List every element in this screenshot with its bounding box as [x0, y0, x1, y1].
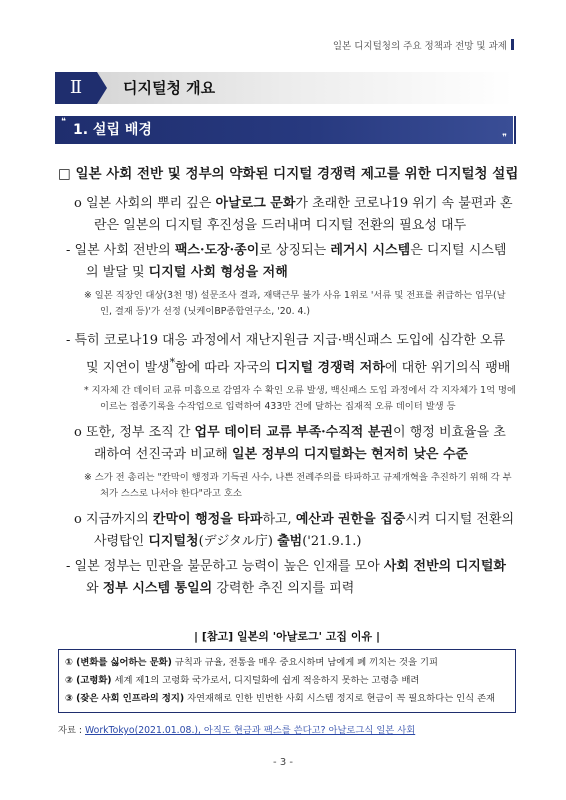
- main-body: [58, 163, 519, 600]
- note-1: ※ 일본 직장인 대상(3천 명) 설문조사 결과, 재택근무 불가 사유 1위로 '서류 및 전표를 취급하는 업무(날인, 결재 등)'가 선정 (닛케이BP종합연구소, '20. 4.): [84, 290, 506, 317]
- text: (デジタル庁): [198, 534, 278, 550]
- header-bar: [511, 39, 514, 50]
- bold-text: 아날로그 문화: [215, 196, 296, 211]
- text: 강력한 추진 의지를 피력: [212, 581, 355, 597]
- reference-list: [58, 649, 516, 713]
- chapter-title: 디지털청 개요: [123, 79, 216, 97]
- section-title: 1. 설립 배경: [73, 122, 152, 138]
- text: ('21.9.1.): [302, 534, 362, 550]
- page-number: - 3 -: [273, 757, 293, 768]
- bullet-3: [58, 509, 516, 553]
- bold-text: 칸막이 행정을 타파: [152, 512, 263, 528]
- bold-text: 디지털 사회 형성을 저해: [148, 265, 288, 280]
- note-2: * 지자체 간 데이터 교류 미흡으로 감염자 수 확인 오류 발생, 백신패스 도입 과정에서 각 지자체가 1억 명에 이르는 접종기록을 수작업으로 입력하여 433만 건에 달하는 집재적 오류 데이터 발생 등: [84, 385, 516, 413]
- chapter-chevron-icon: [97, 72, 107, 104]
- bullet-1b: [58, 330, 516, 379]
- reference-text: 자연재해로 인한 빈번한 사회 시스템 정지로 현금이 꼭 필요하다는 인식 존재: [184, 693, 496, 704]
- source-prefix: 자료 :: [58, 725, 86, 736]
- main-heading: □ 일본 사회 전반 및 정부의 약화된 디지털 경쟁력 제고를 위한 디지털청 설립: [58, 166, 519, 182]
- note-3: ※ 스가 전 총리는 "칸막이 행정과 기득권 사수, 나쁜 전례주의를 타파하고 규제개혁을 추진하기 위해 각 부처가 스스로 나서야 한다"라고 호소: [84, 472, 512, 500]
- quote-close-icon: ❞: [502, 133, 507, 143]
- reference-box: [58, 628, 516, 713]
- bold-text: 예산과 권한을 집중: [295, 512, 406, 528]
- reference-item: [65, 654, 509, 672]
- bold-text: 디지털청: [148, 534, 199, 550]
- quote-open-icon: ❝: [61, 117, 66, 127]
- bold-text: 일본 정부의 디지털화는 현저히 낮은 수준: [231, 447, 469, 463]
- bullet-2: [58, 422, 516, 466]
- section-header: [55, 116, 513, 144]
- bullet-1a: [58, 240, 516, 284]
- bold-text: 디지털 경쟁력 저하: [275, 360, 385, 376]
- reference-item: [65, 690, 509, 708]
- footnote-mark: *: [169, 356, 176, 369]
- chapter-header: [55, 72, 513, 104]
- text: 일본 정부는 민관을 불문하고 능력이 높은 인재를 모아: [74, 559, 384, 575]
- text: 이 행정 비효율을 초래하여 선진국과 비교해: [94, 425, 506, 463]
- reference-label: ③ (잦은 사회 인프라의 정지): [65, 693, 185, 704]
- source-line: [58, 722, 415, 736]
- reference-text: 규칙과 규율, 전통을 매우 중요시하며 남에게 폐 끼치는 것을 기피: [171, 657, 438, 668]
- running-header: [333, 38, 514, 52]
- dash-marker: -: [66, 333, 71, 348]
- bullet-1: [58, 193, 516, 237]
- bullet-marker: o: [74, 512, 82, 528]
- reference-label: ② (고령화): [65, 675, 112, 686]
- bold-text: 팩스·도장·종이: [174, 243, 260, 258]
- bullet-3a: [58, 556, 516, 600]
- reference-item: [65, 672, 509, 690]
- reference-title: | [참고] 일본의 '아날로그' 고집 이유 |: [194, 630, 380, 643]
- bold-text: 레거시 시스템: [330, 243, 411, 258]
- bullet-marker: o: [74, 196, 82, 211]
- text: 에 대한 위기의식 팽배: [384, 360, 511, 376]
- text: 지금까지의: [85, 512, 153, 528]
- source-link[interactable]: WorkTokyo(2021.01.08.), 아직도 현금과 팩스를 쓴다고? 아날로그식 일본 사회: [85, 725, 416, 736]
- text: 가 초래한 코로나19 위기 속 불편과 혼란은 일본의 디지털 후진성을 드러내며 디지털 전환의 필요성 대두: [94, 196, 513, 233]
- section-edge: [514, 116, 516, 144]
- text: 함에 따라 자국의: [175, 360, 276, 376]
- text: 일본 사회의 뿌리 깊은: [85, 196, 216, 211]
- reference-text: 세계 제1의 고령화 국가로서, 디지털화에 쉽게 적응하지 못하는 고령층 배려: [111, 675, 420, 686]
- bullet-marker: o: [74, 425, 82, 441]
- dash-marker: -: [66, 243, 71, 258]
- bold-text: 업무 데이터 교류 부족·수직적 분권: [194, 425, 393, 441]
- bold-text: 정부 시스템 통일의: [102, 581, 213, 597]
- text: 로 상징되는: [259, 243, 331, 258]
- dash-marker: -: [66, 559, 71, 575]
- text: 시켜 디지털 전환의 사령탑인: [94, 512, 515, 550]
- bold-text: 사회 전반의 디지털화: [383, 559, 506, 575]
- text: 와: [86, 581, 103, 597]
- text: 은 디지털 시스템의 발달 및: [86, 243, 507, 280]
- bold-text: 출범: [277, 534, 303, 550]
- running-title: 일본 디지털청의 주요 정책과 전망 및 과제: [332, 41, 507, 52]
- chapter-numeral: Ⅱ: [55, 72, 97, 104]
- text: 특히 코로나19 대응 과정에서 재난지원금 지급·백신패스 도입에 심각한 오류 및 지연이 발생: [74, 333, 506, 376]
- reference-label: ① (변화를 싫어하는 문화): [65, 657, 172, 668]
- text: 또한, 정부 조직 간: [85, 425, 195, 441]
- text: 하고,: [262, 512, 296, 528]
- text: 일본 사회 전반의: [74, 243, 175, 258]
